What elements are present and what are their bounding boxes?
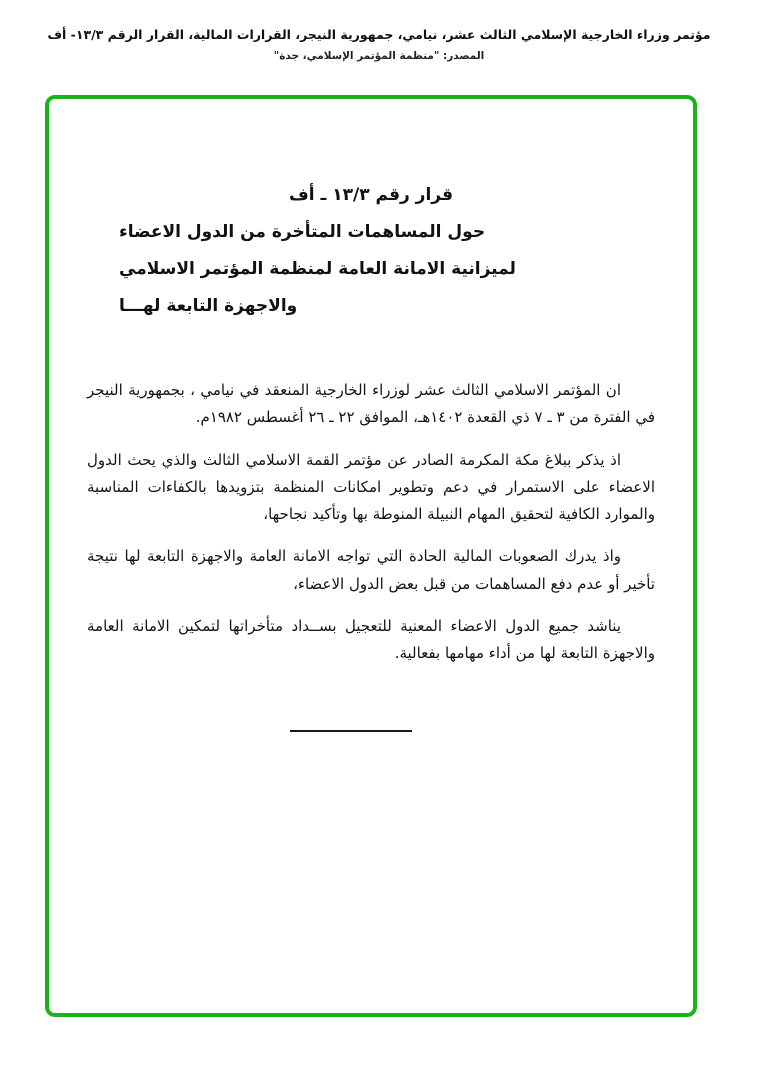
document-header-title: مؤتمر وزراء الخارجية الإسلامي الثالث عشر، نيامي، جمهورية النيجر، القرارات المالية، القرار الرقم ١٣/٣- أف: [47, 27, 711, 42]
resolution-title-block: [49, 177, 693, 325]
document-frame: [45, 95, 697, 1017]
bottom-divider-line: [290, 730, 412, 732]
paragraph-recalling: اذ يذكر ببلاغ مكة المكرمة الصادر عن مؤتمر القمة الاسلامي الثالث والذي يحث الدول الاعضاء على الاستمرار في دعم وتطوير امكانات المنظمة بتزويدها بالكفاءات المناسبة والموارد الكافية لتحقيق المهام النبيلة المنوطة بها وتأكيد نجاحها،: [87, 450, 655, 524]
resolution-body: [49, 377, 693, 668]
paragraph-preamble: ان المؤتمر الاسلامي الثالث عشر لوزراء الخارجية المنعقد في نيامي ، بجمهورية النيجر في الفترة من ٣ ـ ٧ ذي القعدة ١٤٠٢هـ، الموافق ٢٢ ـ ٢٦ أغسطس ١٩٨٢م.: [87, 381, 655, 427]
resolution-title-line-4: والاجهزة التابعة لهـــا: [119, 296, 298, 316]
resolution-number-line: قرار رقم ١٣/٣ ـ أف: [289, 185, 453, 205]
resolution-title-line-3: لميزانية الامانة العامة لمنظمة المؤتمر الاسلامي: [119, 259, 516, 279]
paragraph-aware: واذ يدرك الصعوبات المالية الحادة التي تواجه الامانة العامة والاجهزة التابعة لها نتيجة تأخير أو عدم دفع المساهمات من قبل بعض الدول الاعضاء،: [87, 547, 655, 593]
paragraph-appeal: يناشد جميع الدول الاعضاء المعنية للتعجيل بســداد متأخراتها لتمكين الامانة العامة والاجهزة التابعة لها من أداء مهامها بفعالية.: [87, 617, 655, 663]
page-header: [0, 0, 758, 62]
resolution-title-line-2: حول المساهمات المتأخرة من الدول الاعضاء: [119, 222, 486, 242]
document-source-line: المصدر: "منظمة المؤتمر الإسلامي، جدة": [273, 49, 485, 62]
